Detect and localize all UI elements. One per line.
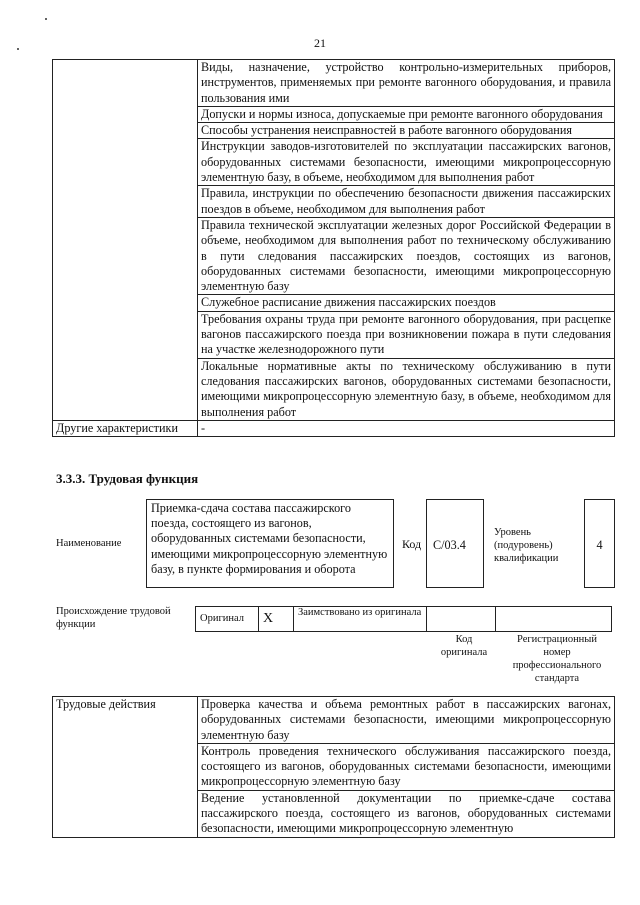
knowledge-row: Виды, назначение, устройство контрольно-измерительных приборов, инструментов, применяемых при ремонте вагонного оборудования, и правила пользования ими: [198, 60, 615, 107]
work-actions-label: Трудовые действия: [53, 697, 198, 838]
origin-table: [195, 606, 612, 632]
knowledge-row: Требования охраны труда при ремонте вагонного оборудования, при расцепке вагонов пассажирского поезда при возникновении пожара в пути следования на участке железнодорожного пути: [198, 311, 615, 358]
knowledge-row: Способы устранения неисправностей в работе вагонного оборудования: [198, 123, 615, 139]
other-characteristics-value: -: [198, 420, 615, 436]
code-value: C/03.4: [433, 538, 466, 552]
name-label: Наименование: [56, 538, 122, 549]
code-box: [426, 499, 484, 588]
knowledge-row: Правила, инструкции по обеспечению безопасности движения пассажирских поездов в объеме, необходимом для выполнения работ: [198, 186, 615, 218]
code-original-cell: [427, 607, 496, 632]
knowledge-row: Правила технической эксплуатации железных дорог Российской Федерации в объеме, необходимом для выполнения работ по техническому обслуживанию в пути следования пассажирских поездов, состоящих из вагонов, оборудованных системами безопасности, имеющими микропроцессорную элементную базу: [198, 217, 615, 294]
level-value: 4: [596, 538, 603, 552]
origin-label: Происхождение трудовой функции: [56, 606, 171, 630]
page-number: 21: [314, 36, 326, 50]
knowledge-row: Служебное расписание движения пассажирских поездов: [198, 295, 615, 311]
work-actions-table: [52, 696, 615, 838]
knowledge-row: Инструкции заводов-изготовителей по эксплуатации пассажирских вагонов, оборудованных системами безопасности, имеющими микропроцессорную элементную базу, в объеме, необходимом для выполнения работ: [198, 139, 615, 186]
knowledge-row: Допуски и нормы износа, допускаемые при ремонте вагонного оборудования: [198, 106, 615, 122]
original-label: Оригинал: [200, 613, 244, 624]
work-action-row: Проверка качества и объема ремонтных работ в пассажирских вагонах, оборудованных системами безопасности, имеющими микропроцессорную элементную базу: [198, 697, 615, 744]
code-label: Код: [402, 537, 422, 551]
level-box: [584, 499, 615, 588]
knowledge-row: Локальные нормативные акты по техническому обслуживанию в пути следования пассажирских вагонов, оборудованных системами безопасности, имеющими микропроцессорную элементную базу, в объеме, необходимом для выполнения работ: [198, 358, 615, 420]
original-cell: [196, 607, 259, 632]
borrowed-label: Заимствовано из оригинала: [294, 607, 427, 632]
level-label: Уровень (подуровень) квалификации: [494, 527, 559, 564]
function-name-box: Приемка-сдача состава пассажирского поезда, состоящего из вагонов, оборудованных системами безопасности, имеющими микропроцессорную элементную базу, в пункте формирования и оборота: [146, 499, 394, 588]
registration-number-caption: Регистрационный номер профессионального стандарта: [512, 634, 602, 684]
other-characteristics-label: Другие характеристики: [53, 420, 198, 436]
registration-number-cell: [496, 607, 612, 632]
knowledge-label-cell: [53, 60, 198, 421]
work-action-row: Контроль проведения технического обслуживания пассажирского поезда, состоящего из вагонов, оборудованных системами безопасности, имеющими микропроцессорную элементную базу: [198, 743, 615, 790]
work-action-row: Ведение установленной документации по приемке-сдаче состава пассажирского поезда, состоящего из вагонов, оборудованных системами безопасности, имеющими микропроцессорную элементную: [198, 790, 615, 837]
original-mark: X: [259, 607, 294, 632]
knowledge-table: [52, 59, 615, 437]
code-original-caption: Код оригинала: [440, 634, 488, 658]
section-title: 3.3.3. Трудовая функция: [56, 471, 199, 486]
scan-speck: [45, 18, 47, 20]
